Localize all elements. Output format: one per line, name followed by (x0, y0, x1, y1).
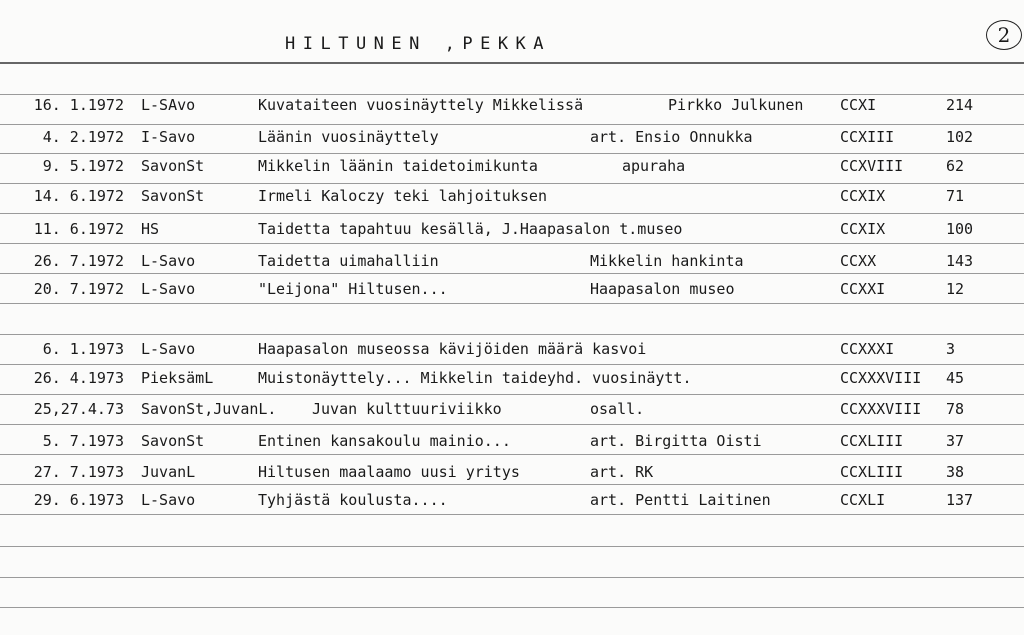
entry-page: 214 (946, 96, 974, 114)
entry-page: 137 (946, 491, 974, 509)
entry-page: 37 (946, 432, 965, 450)
entry-title: Juvan kulttuuriviikko (312, 400, 502, 418)
entry-volume: CCXIX (840, 187, 886, 205)
entry-source: JuvanL (141, 463, 196, 481)
list-item (0, 280, 965, 302)
entry-extra: art. Ensio Onnukka (590, 128, 753, 146)
entry-title: Kuvataiteen vuosinäyttely Mikkelissä (258, 96, 584, 114)
entry-date: 5. 7.1973 (42, 432, 124, 450)
list-item (0, 491, 974, 513)
entry-extra: art. Pentti Laitinen (590, 491, 771, 509)
entry-date: 9. 5.1972 (42, 157, 124, 175)
entry-source: SavonSt (141, 157, 205, 175)
entry-date: 14. 6.1972 (33, 187, 124, 205)
entry-date: 20. 7.1972 (33, 280, 124, 298)
row-rule (0, 454, 1024, 455)
entry-page: 45 (946, 369, 965, 387)
entry-date: 4. 2.1972 (42, 128, 124, 146)
entry-title: "Leijona" Hiltusen... (258, 280, 448, 298)
row-rule (0, 94, 1024, 95)
entry-date: 6. 1.1973 (42, 340, 124, 358)
entry-source: I-Savo (141, 128, 196, 146)
entry-title: Irmeli Kaloczy teki lahjoituksen (258, 187, 547, 205)
row-rule (0, 243, 1024, 244)
row-rule (0, 484, 1024, 485)
entry-page: 100 (946, 220, 974, 238)
row-rule (0, 183, 1024, 184)
list-item (0, 252, 974, 274)
entry-source: PieksämL (141, 369, 214, 387)
entry-volume: CCXIX (840, 220, 886, 238)
entry-source: L-Savo (141, 340, 196, 358)
entry-page: 62 (946, 157, 965, 175)
list-item (0, 157, 965, 179)
entry-source: L-SAvo (141, 96, 196, 114)
row-rule (0, 514, 1024, 515)
entry-volume: CCXLIII (840, 432, 904, 450)
entry-title: Mikkelin läänin taidetoimikunta (258, 157, 538, 175)
list-item (0, 220, 974, 242)
entry-volume: CCXXXI (840, 340, 895, 358)
entry-source: L-Savo (141, 252, 196, 270)
list-item (0, 463, 965, 485)
entry-extra: art. RK (590, 463, 654, 481)
list-item (0, 369, 965, 391)
card-title: HILTUNEN ,PEKKA (285, 34, 552, 54)
entry-title: Hiltusen maalaamo uusi yritys (258, 463, 520, 481)
page-number-circle: 2 (986, 20, 1022, 50)
entry-date: 11. 6.1972 (33, 220, 124, 238)
row-rule (0, 424, 1024, 425)
row-rule (0, 607, 1024, 608)
entry-title: Haapasalon museossa kävijöiden määrä kasvoi (258, 340, 647, 358)
entry-page: 3 (946, 340, 956, 358)
entry-volume: CCXLIII (840, 463, 904, 481)
entry-page: 143 (946, 252, 974, 270)
entry-extra: apuraha (622, 157, 686, 175)
entry-source: SavonSt,JuvanL. (141, 400, 277, 418)
entry-date: 26. 4.1973 (33, 369, 124, 387)
entry-date: 29. 6.1973 (33, 491, 124, 509)
row-rule (0, 303, 1024, 304)
entry-volume: CCXX (840, 252, 877, 270)
entry-title: Läänin vuosinäyttely (258, 128, 439, 146)
entry-source: L-Savo (141, 280, 196, 298)
entry-page: 71 (946, 187, 965, 205)
entry-source: SavonSt (141, 187, 205, 205)
entry-page: 102 (946, 128, 974, 146)
row-rule (0, 273, 1024, 274)
list-item (0, 340, 956, 362)
entry-title: Muistonäyttely... Mikkelin taideyhd. vuosinäytt. (258, 369, 692, 387)
entry-volume: CCXXXVIII (840, 400, 922, 418)
list-item (0, 187, 965, 209)
list-item (0, 432, 965, 454)
list-item (0, 400, 965, 422)
list-item (0, 96, 974, 118)
list-item (0, 128, 974, 150)
entry-volume: CCXVIII (840, 157, 904, 175)
entry-title: Taidetta tapahtuu kesällä, J.Haapasalon t.museo (258, 220, 683, 238)
entry-date: 25,27.4.73 (33, 400, 124, 418)
entry-source: SavonSt (141, 432, 205, 450)
entry-date: 26. 7.1972 (33, 252, 124, 270)
entry-title: Tyhjästä koulusta.... (258, 491, 448, 509)
entry-volume: CCXXI (840, 280, 886, 298)
entry-extra: osall. (590, 400, 645, 418)
entry-title: Taidetta uimahalliin (258, 252, 439, 270)
entry-volume: CCXXXVIII (840, 369, 922, 387)
row-rule (0, 153, 1024, 154)
row-rule (0, 577, 1024, 578)
entry-date: 27. 7.1973 (33, 463, 124, 481)
row-rule (0, 394, 1024, 395)
entry-extra: art. Birgitta Oisti (590, 432, 762, 450)
entry-volume: CCXLI (840, 491, 886, 509)
entry-page: 78 (946, 400, 965, 418)
entry-extra: Haapasalon museo (590, 280, 735, 298)
entry-extra: Pirkko Julkunen (668, 96, 804, 114)
entry-volume: CCXIII (840, 128, 895, 146)
entry-title: Entinen kansakoulu mainio... (258, 432, 511, 450)
row-rule (0, 364, 1024, 365)
entry-source: HS (141, 220, 160, 238)
entry-extra: Mikkelin hankinta (590, 252, 744, 270)
entry-source: L-Savo (141, 491, 196, 509)
row-rule (0, 334, 1024, 335)
row-rule (0, 546, 1024, 547)
entry-date: 16. 1.1972 (33, 96, 124, 114)
entry-page: 38 (946, 463, 965, 481)
entry-page: 12 (946, 280, 965, 298)
row-rule (0, 213, 1024, 214)
row-rule (0, 124, 1024, 125)
entry-volume: CCXI (840, 96, 877, 114)
title-rule (0, 62, 1024, 64)
